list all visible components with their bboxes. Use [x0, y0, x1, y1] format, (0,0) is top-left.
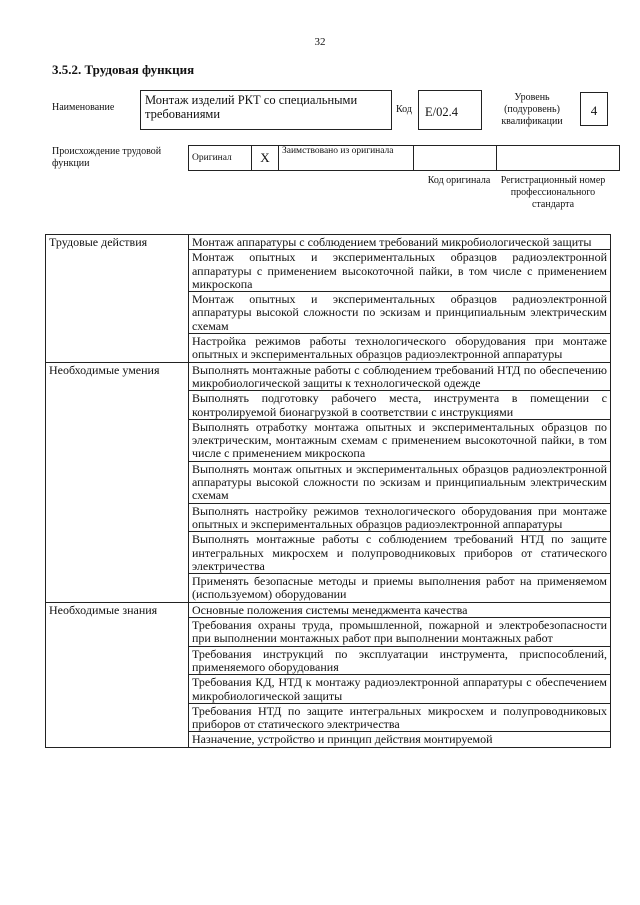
code-original-caption: Код оригинала	[427, 175, 491, 186]
reg-number-cell	[497, 146, 620, 171]
level-value: 4	[580, 92, 608, 126]
table-cell: Выполнять монтажные работы с соблюдением требований НТД по обеспечению микробиологической защиты к технологической одежде	[189, 362, 611, 391]
borrowed-label: Заимствовано из оригинала	[279, 146, 414, 171]
table-cell: Применять безопасные методы и приемы выполнения работ на применяемом (используемом) оборудовании	[189, 574, 611, 603]
section-label: Необходимые знания	[46, 602, 189, 747]
table-cell: Выполнять подготовку рабочего места, инструмента в помещении с контролируемой бионагрузкой в соответствии с инструкциями	[189, 391, 611, 420]
reg-number-caption: Регистрационный номер профессионального стандарта	[500, 175, 606, 210]
table-cell: Монтаж аппаратуры с соблюдением требований микробиологической защиты	[189, 235, 611, 250]
table-cell: Монтаж опытных и экспериментальных образцов радиоэлектронной аппаратуры высокой сложности по эскизам и принципиальным электрическим схемам	[189, 292, 611, 334]
code-original-cell	[414, 146, 497, 171]
table-cell: Основные положения системы менеджмента качества	[189, 602, 611, 617]
table-cell: Назначение, устройство и принцип действия монтируемой	[189, 732, 611, 747]
table-cell: Требования инструкций по эксплуатации инструмента, приспособлений, применяемого оборудования	[189, 646, 611, 675]
table-cell: Настройка режимов работы технологического оборудования при монтаже опытных и экспериментальных образцов радиоэлектронной аппаратуры	[189, 334, 611, 363]
original-label: Оригинал	[189, 146, 252, 171]
section-title: 3.5.2. Трудовая функция	[52, 62, 195, 77]
original-mark: X	[252, 146, 279, 171]
name-value: Монтаж изделий РКТ со специальными требованиями	[140, 90, 392, 130]
table-cell: Требования охраны труда, промышленной, пожарной и электробезопасности при выполнении монтажных работ при выполнении монтажных работ	[189, 618, 611, 647]
table-cell: Монтаж опытных и экспериментальных образцов радиоэлектронной аппаратуры с применением высокоточной пайки, в том числе с применением микроскопа	[189, 250, 611, 292]
function-table	[45, 234, 611, 748]
section-label: Необходимые умения	[46, 362, 189, 602]
name-label: Наименование	[52, 102, 115, 113]
code-label: Код	[396, 104, 412, 115]
section-label: Трудовые действия	[46, 235, 189, 363]
table-cell: Требования НТД по защите интегральных микросхем и полупроводниковых приборов от статического электричества	[189, 703, 611, 732]
origin-label: Происхождение трудовой функции	[52, 146, 162, 169]
table-row	[46, 362, 611, 391]
table-row	[46, 235, 611, 250]
table-cell: Выполнять настройку режимов технологического оборудования при монтаже опытных и экспериментальных образцов радиоэлектронной аппаратуры	[189, 503, 611, 532]
level-label: Уровень (подуровень) квалификации	[501, 92, 563, 127]
table-cell: Выполнять отработку монтажа опытных и экспериментальных образцов по электрическим, монтажным схемам с применением высокоточной пайки, в том числе с применением микроскопа	[189, 419, 611, 461]
table-cell: Выполнять монтаж опытных и экспериментальных образцов радиоэлектронной аппаратуры высокой сложности по эскизам и принципиальным электрическим схемам	[189, 461, 611, 503]
origin-table	[188, 145, 620, 171]
table-row	[46, 602, 611, 617]
page-number: 32	[314, 36, 326, 48]
code-value: E/02.4	[418, 90, 482, 130]
table-cell: Требования КД, НТД к монтажу радиоэлектронной аппаратуры с обеспечением микробиологической защиты	[189, 675, 611, 704]
table-cell: Выполнять монтажные работы с соблюдением требований НТД по защите интегральных микросхем и полупроводниковых приборов от статического электричества	[189, 532, 611, 574]
